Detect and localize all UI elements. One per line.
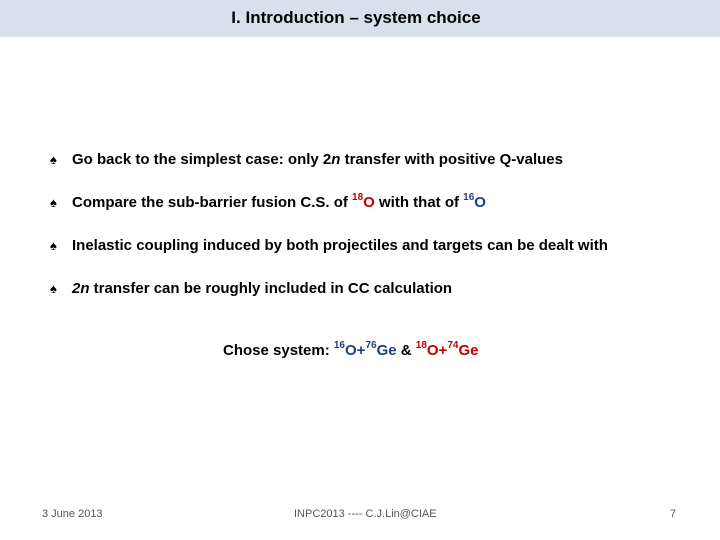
isotope-18o: $^{18}$O <box>352 192 375 211</box>
bullet-inelastic-coupling <box>50 237 608 254</box>
spade-icon: ♠ <box>50 152 57 167</box>
system-16o-76ge: $^{16}$O+$^{76}$Ge <box>333 340 397 359</box>
chosen-system <box>223 342 478 359</box>
bullet-simplest-case <box>50 151 563 168</box>
isotope-16o: $^{16}$O <box>463 192 486 211</box>
spade-icon: ♠ <box>50 238 57 253</box>
slide-title: I. Introduction – system choice <box>231 8 481 27</box>
bullet-2n-transfer <box>50 280 452 297</box>
bullet-text: Compare the sub-barrier fusion C.S. of <box>72 194 353 211</box>
spade-icon: ♠ <box>50 281 57 296</box>
system-amp: & <box>396 342 416 359</box>
footer-date: 3 June 2013 <box>42 508 103 520</box>
bullet-compare-fusion <box>50 194 486 211</box>
bullet-text: Inelastic coupling induced by both projectiles and targets can be dealt with <box>72 237 608 254</box>
system-18o-74ge: $^{18}$O+$^{74}$Ge <box>415 340 479 359</box>
bullet-text: with that of <box>374 194 464 211</box>
bullet-text: Go back to the simplest case: only 2 <box>72 151 332 168</box>
system-label: Chose system: <box>223 342 334 359</box>
bullet-text: transfer with positive Q-values <box>340 151 563 168</box>
footer-center: INPC2013 ---- C.J.Lin@CIAE <box>294 508 437 520</box>
spade-icon: ♠ <box>50 195 57 210</box>
bullet-text-italic: 2n <box>72 280 90 297</box>
bullet-text: transfer can be roughly included in CC calculation <box>89 280 453 297</box>
bullet-text-italic: n <box>331 151 341 168</box>
footer-page-number: 7 <box>670 508 677 520</box>
